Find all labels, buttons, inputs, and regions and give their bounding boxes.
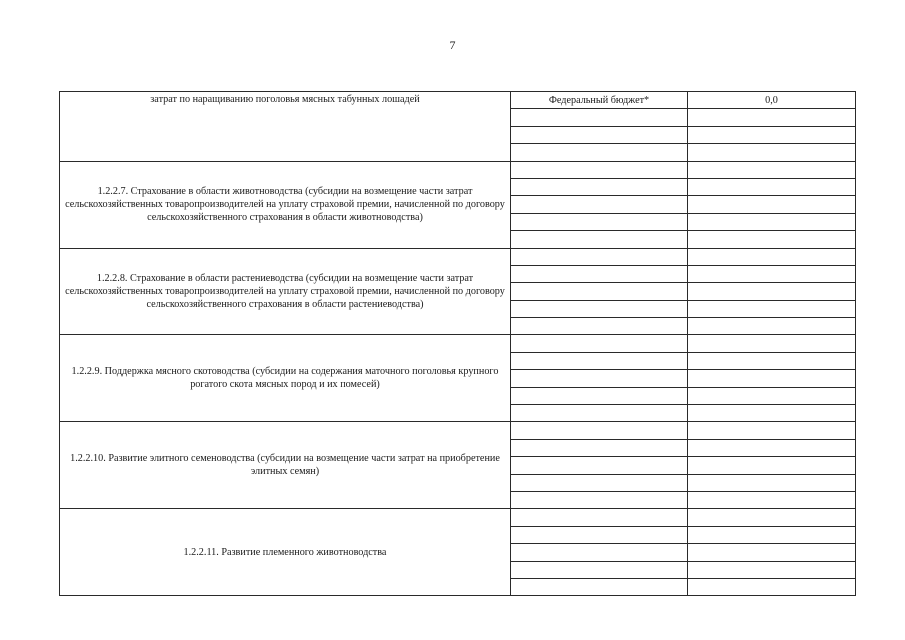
amount-cell xyxy=(688,318,856,335)
funding-source-cell xyxy=(511,578,688,595)
amount-cell xyxy=(688,213,856,230)
amount-cell xyxy=(688,561,856,578)
amount-cell xyxy=(688,387,856,404)
measure-description: 1.2.2.11. Развитие племенного животноводства xyxy=(60,509,511,596)
funding-source-cell xyxy=(511,335,688,352)
funding-source-cell xyxy=(511,474,688,491)
funding-source-cell xyxy=(511,422,688,439)
funding-source-cell xyxy=(511,178,688,195)
amount-cell xyxy=(688,439,856,456)
measure-description: 1.2.2.7. Страхование в области животноводства (субсидии на возмещение части затрат сельскохозяйственных товаропроизводителей на уплату страховой премии, начисленной по договору сельскохозяйственного страхования в области животноводства) xyxy=(60,161,511,248)
budget-table xyxy=(59,91,856,596)
funding-source-cell xyxy=(511,265,688,282)
funding-source-cell xyxy=(511,144,688,161)
funding-source-cell xyxy=(511,196,688,213)
amount-cell xyxy=(688,196,856,213)
table-row xyxy=(60,92,856,109)
amount-cell xyxy=(688,526,856,543)
amount-cell xyxy=(688,178,856,195)
amount-cell xyxy=(688,474,856,491)
amount-cell xyxy=(688,109,856,126)
table-row xyxy=(60,509,856,526)
funding-source-cell xyxy=(511,439,688,456)
amount-cell xyxy=(688,265,856,282)
funding-source-cell xyxy=(511,491,688,508)
measure-description: затрат по наращиванию поголовья мясных табунных лошадей xyxy=(60,92,511,162)
amount-cell: 0,0 xyxy=(688,92,856,109)
amount-cell xyxy=(688,144,856,161)
table-row xyxy=(60,335,856,352)
amount-cell xyxy=(688,283,856,300)
amount-cell xyxy=(688,491,856,508)
amount-cell xyxy=(688,405,856,422)
funding-source-cell xyxy=(511,352,688,369)
funding-source-cell xyxy=(511,109,688,126)
funding-source-cell xyxy=(511,526,688,543)
funding-source-cell xyxy=(511,370,688,387)
funding-source-cell xyxy=(511,300,688,317)
measure-description: 1.2.2.10. Развитие элитного семеноводства (субсидии на возмещение части затрат на приобретение элитных семян) xyxy=(60,422,511,509)
amount-cell xyxy=(688,231,856,248)
amount-cell xyxy=(688,126,856,143)
table-row xyxy=(60,161,856,178)
funding-source-cell xyxy=(511,387,688,404)
funding-source-cell xyxy=(511,509,688,526)
funding-source-cell xyxy=(511,283,688,300)
funding-source-cell xyxy=(511,405,688,422)
amount-cell xyxy=(688,544,856,561)
measure-description: 1.2.2.8. Страхование в области растениеводства (субсидии на возмещение части затрат сельскохозяйственных товаропроизводителей на уплату страховой премии, начисленной по договору сельскохозяйственного страхования в области растениеводства) xyxy=(60,248,511,335)
funding-source-cell xyxy=(511,248,688,265)
funding-source-cell xyxy=(511,213,688,230)
table-row xyxy=(60,248,856,265)
budget-table-body xyxy=(60,92,856,596)
page-number: 7 xyxy=(449,38,456,52)
funding-source-cell xyxy=(511,457,688,474)
measure-description: 1.2.2.9. Поддержка мясного скотоводства (субсидии на содержания маточного поголовья крупного рогатого скота мясных пород и их помесей) xyxy=(60,335,511,422)
amount-cell xyxy=(688,161,856,178)
funding-source-cell: Федеральный бюджет* xyxy=(511,92,688,109)
funding-source-cell xyxy=(511,544,688,561)
amount-cell xyxy=(688,509,856,526)
amount-cell xyxy=(688,578,856,595)
amount-cell xyxy=(688,335,856,352)
amount-cell xyxy=(688,300,856,317)
amount-cell xyxy=(688,457,856,474)
amount-cell xyxy=(688,352,856,369)
amount-cell xyxy=(688,422,856,439)
funding-source-cell xyxy=(511,318,688,335)
funding-source-cell xyxy=(511,561,688,578)
amount-cell xyxy=(688,370,856,387)
amount-cell xyxy=(688,248,856,265)
funding-source-cell xyxy=(511,161,688,178)
table-row xyxy=(60,422,856,439)
funding-source-cell xyxy=(511,231,688,248)
funding-source-cell xyxy=(511,126,688,143)
